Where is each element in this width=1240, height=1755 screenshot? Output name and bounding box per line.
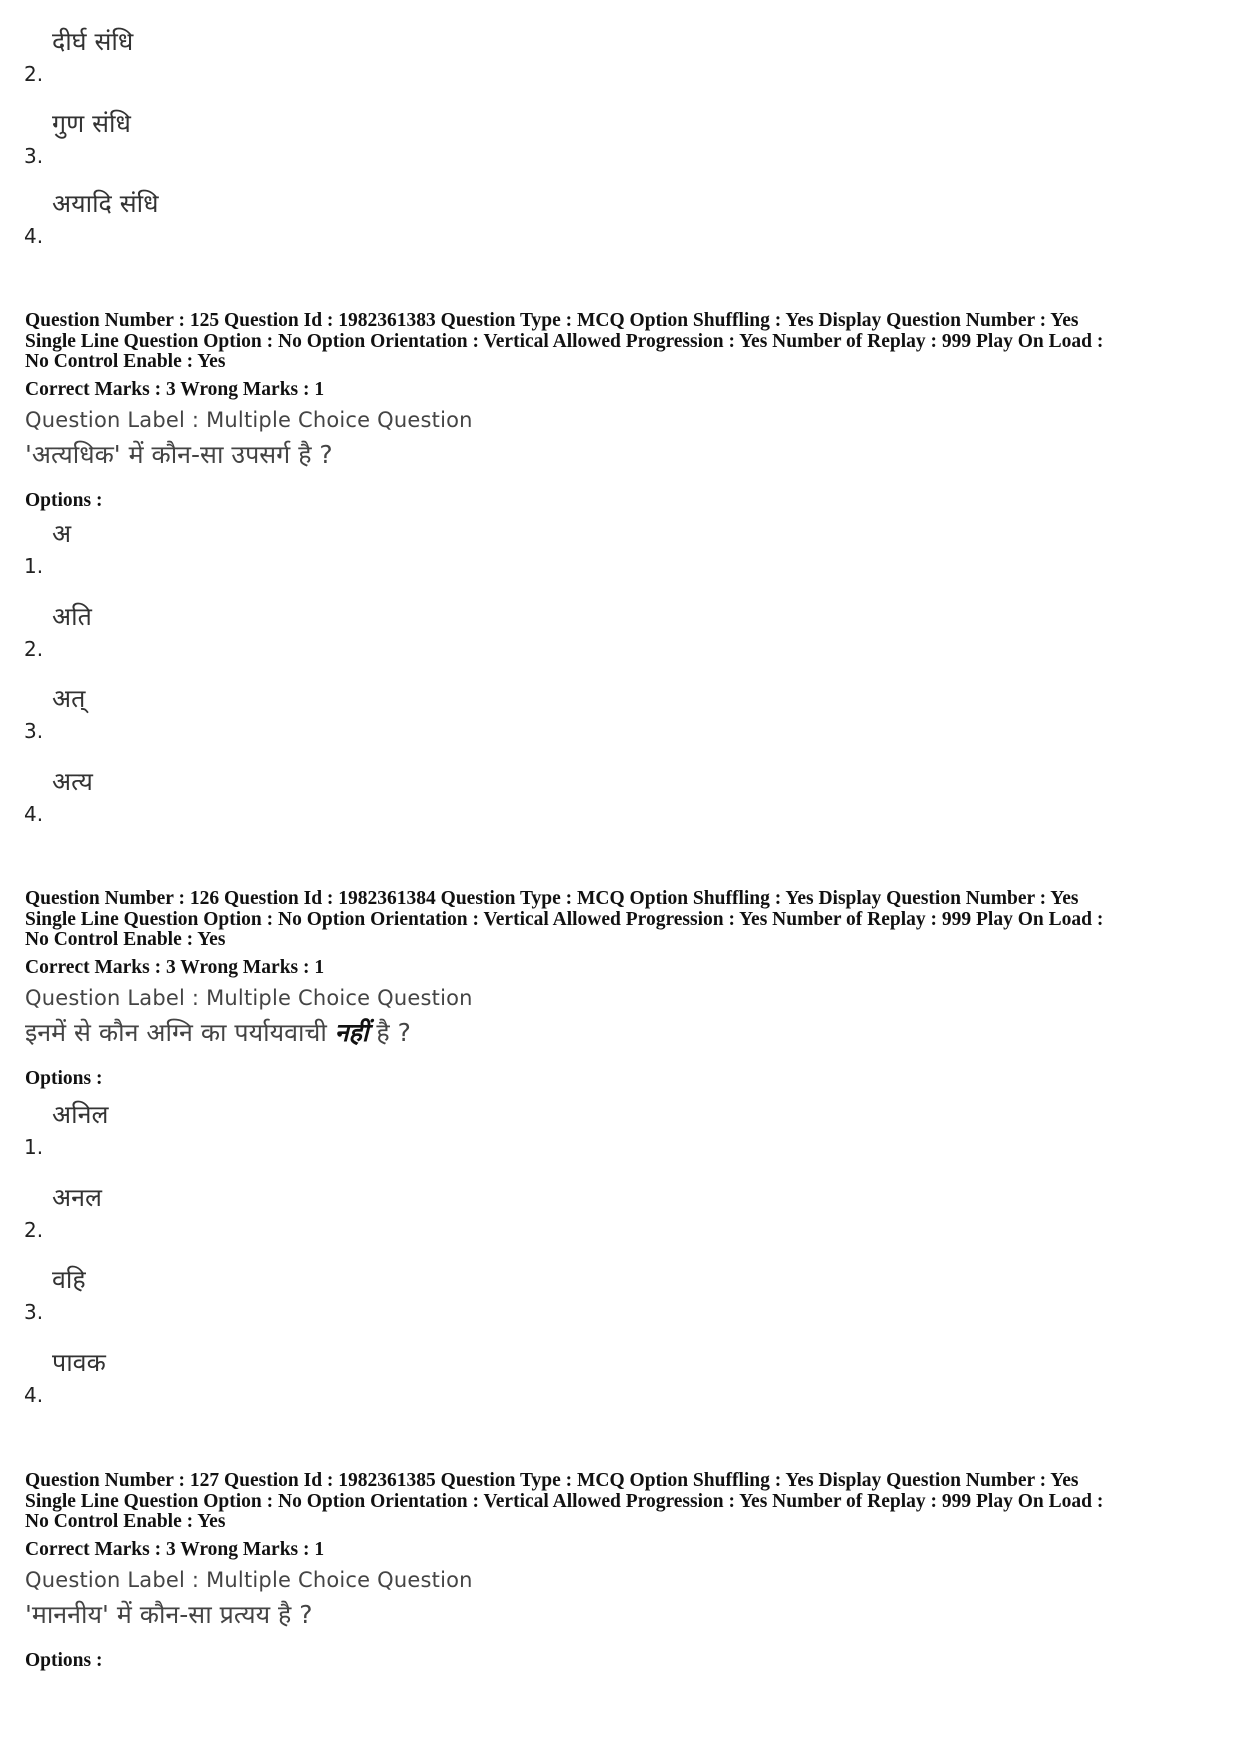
question-text: [25, 1598, 1220, 1632]
metadata-line: Question Number : 126 Question Id : 1982361384 Question Type : MCQ Option Shuffling : Yes Display Question Number : Yes: [25, 888, 1079, 909]
metadata-line: Question Number : 125 Question Id : 1982361383 Question Type : MCQ Option Shuffling : Yes Display Question Number : Yes: [25, 310, 1079, 331]
question-text: [25, 438, 1220, 472]
option-text: अत्: [52, 684, 86, 713]
question-text-emphasis: नहीं: [334, 1017, 369, 1047]
options-heading: Options :: [25, 1649, 103, 1671]
option-number: 4.: [24, 224, 44, 248]
question-label: Question Label : Multiple Choice Question: [25, 985, 473, 1010]
question-metadata: [25, 1471, 1220, 1533]
question-metadata: [25, 889, 1220, 951]
question-block-127: [25, 1471, 1220, 1672]
option-number: 2.: [24, 637, 44, 661]
option-number: 2.: [24, 62, 44, 86]
marks-info: Correct Marks : 3 Wrong Marks : 1: [25, 378, 325, 400]
option-126-3: [24, 1264, 624, 1324]
question-metadata: [25, 311, 1220, 373]
option-125-3: [24, 683, 624, 743]
option-text: पावक: [52, 1348, 106, 1377]
option-number: 1.: [24, 554, 44, 578]
option-number: 4.: [24, 802, 44, 826]
option-text: अ: [52, 519, 72, 548]
metadata-line: Single Line Question Option : No Option Orientation : Vertical Allowed Progression : Yes Number of Replay : 999 Play On Load :: [25, 330, 1104, 352]
question-block-125: [25, 311, 1220, 512]
option-126-2: [24, 1182, 624, 1242]
option-125-1: [24, 518, 624, 578]
metadata-line: Question Number : 127 Question Id : 1982361385 Question Type : MCQ Option Shuffling : Yes Display Question Number : Yes: [25, 1470, 1079, 1491]
metadata-line: Single Line Question Option : No Option Orientation : Vertical Allowed Progression : Yes Number of Replay : 999 Play On Load :: [25, 908, 1104, 930]
prev-question-option-3: [24, 108, 624, 168]
option-126-4: [24, 1347, 624, 1407]
option-number: 1.: [24, 1135, 44, 1159]
question-text-part: इनमें से कौन अग्नि का पर्यायवाची: [25, 1017, 335, 1047]
metadata-line: Single Line Question Option : No Option Orientation : Vertical Allowed Progression : Yes Number of Replay : 999 Play On Load :: [25, 1490, 1104, 1512]
prev-question-option-2: [24, 26, 624, 86]
option-text: वहि: [52, 1265, 86, 1294]
option-text: अयादि संधि: [52, 189, 159, 218]
option-number: 4.: [24, 1383, 44, 1407]
option-text: दीर्घ संधि: [52, 27, 134, 56]
option-text: गुण संधि: [52, 109, 131, 138]
question-text: [25, 1016, 1220, 1050]
metadata-line: No Control Enable : Yes: [25, 1511, 226, 1532]
question-text-part: 'अत्यधिक' में कौन-सा उपसर्ग है ?: [25, 439, 333, 469]
metadata-line: No Control Enable : Yes: [25, 929, 226, 950]
metadata-line: No Control Enable : Yes: [25, 351, 226, 372]
question-block-126: [25, 889, 1220, 1090]
marks-info: Correct Marks : 3 Wrong Marks : 1: [25, 956, 325, 978]
options-heading: Options :: [25, 1067, 103, 1089]
question-label: Question Label : Multiple Choice Question: [25, 407, 473, 432]
option-number: 3.: [24, 719, 44, 743]
question-text-part: 'माननीय' में कौन-सा प्रत्यय है ?: [25, 1599, 313, 1629]
option-text: अति: [52, 602, 92, 631]
option-126-1: [24, 1099, 624, 1159]
question-label: Question Label : Multiple Choice Question: [25, 1567, 473, 1592]
option-number: 3.: [24, 144, 44, 168]
option-text: अनल: [52, 1183, 102, 1212]
option-125-4: [24, 766, 624, 826]
option-number: 2.: [24, 1218, 44, 1242]
option-text: अनिल: [52, 1100, 109, 1129]
option-number: 3.: [24, 1300, 44, 1324]
prev-question-option-4: [24, 188, 624, 248]
option-125-2: [24, 601, 624, 661]
option-text: अत्य: [52, 767, 93, 796]
marks-info: Correct Marks : 3 Wrong Marks : 1: [25, 1538, 325, 1560]
options-heading: Options :: [25, 489, 103, 511]
question-text-part: है ?: [368, 1017, 411, 1047]
